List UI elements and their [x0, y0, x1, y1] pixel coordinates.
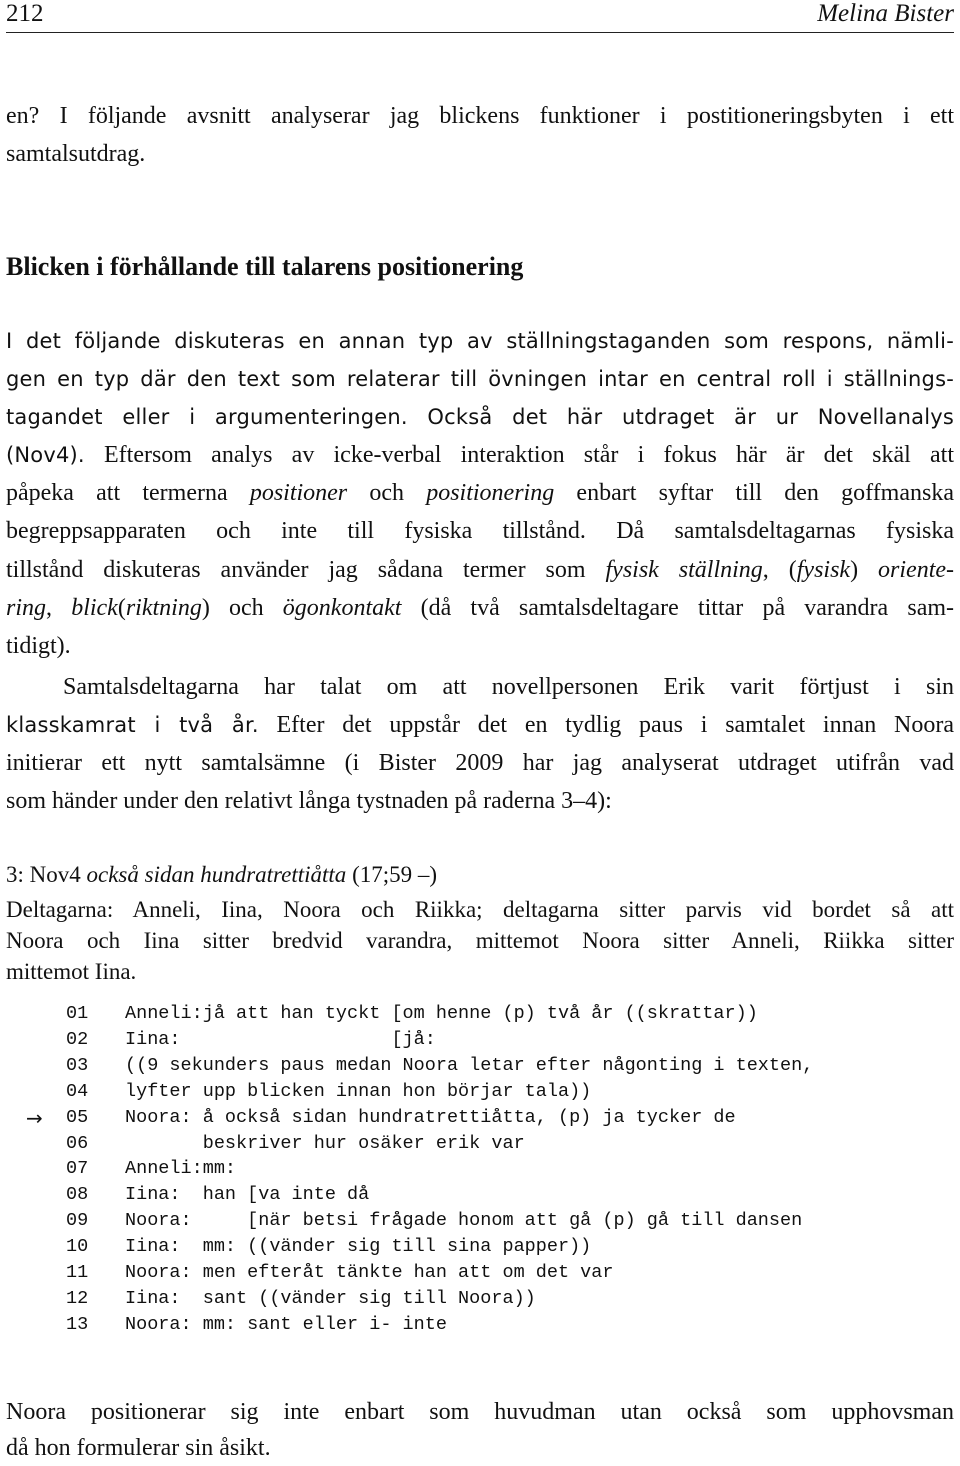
transcript-line: [0, 1029, 950, 1055]
line-number: 01: [66, 1003, 89, 1024]
text-span: tillstånd diskuteras använder jag sådana termer som: [6, 557, 606, 583]
utterance: Noora: [när betsi frågade honom att gå (p) gå till dansen: [125, 1210, 803, 1232]
utterance: Anneli:mm:: [125, 1158, 237, 1180]
running-author: Melina Bister: [817, 0, 954, 27]
text-span: 3: Nov4: [6, 862, 87, 887]
para1-line-4: [6, 436, 954, 475]
line-number: 08: [66, 1184, 89, 1206]
example-title: också sidan hundratrettiåtta: [86, 862, 347, 887]
section-heading: Blicken i förhållande till talarens positionering: [6, 252, 524, 281]
example-description-3: mittemot Iina.: [6, 959, 137, 984]
line-number: 04: [66, 1080, 89, 1102]
utterance: Anneli:jå att han tyckt [om henne (p) två år ((skrattar)): [125, 1003, 758, 1024]
intro-line-1: en? I följande avsnitt analyserar jag blickens funktioner i postitioneringsbyten i ett: [6, 103, 954, 129]
text-span: påpeka att termerna: [6, 480, 250, 506]
term-positioner: positioner: [249, 480, 348, 506]
term-orientering-a: oriente-: [878, 557, 955, 583]
example-description-2: Noora och Iina sitter bredvid varandra, mittemot Noora sitter Anneli, Riikka sitter: [6, 928, 954, 953]
term-blick: blick: [71, 595, 118, 621]
closing-line-1: Noora positionerar sig inte enbart som huvudman utan också som upphovsman: [6, 1399, 954, 1425]
utterance: Iina: han [va inte då: [125, 1184, 370, 1206]
para1-line-9: tidigt).: [6, 633, 71, 659]
text-span: ) och: [201, 595, 283, 621]
para1-line-5: [6, 474, 954, 513]
para2-line-3: initierar ett nytt samtalsämne (i Bister 2009 har jag analyserat utdraget utifrån vad: [6, 750, 954, 776]
text-span: (17;59 –): [346, 862, 438, 887]
arrow-right-icon: →: [26, 1105, 43, 1130]
transcript-line: [0, 1133, 950, 1159]
para2-line-2: [6, 706, 954, 745]
text-span: ): [850, 557, 879, 583]
nov4-ref: (Nov4).: [6, 443, 85, 467]
line-number: 05: [66, 1106, 89, 1128]
line-number: 12: [66, 1287, 89, 1309]
running-header: [6, 0, 954, 33]
text-span: Efter det uppstår det en tydlig paus i samtalet innan Noora: [258, 712, 954, 738]
text-span: (: [117, 595, 126, 621]
transcript-line: [0, 1081, 950, 1107]
transcript-line: [0, 1262, 950, 1288]
para1-line-6: [6, 512, 954, 551]
utterance: Iina: mm: ((vänder sig till sina papper)): [125, 1236, 592, 1258]
line-number: 10: [66, 1236, 89, 1258]
utterance: Noora: mm: sant eller i- inte: [125, 1313, 447, 1335]
text-span: (då två samtalsdeltagare tittar på varandra sam-: [401, 595, 955, 621]
line-number: 02: [66, 1028, 89, 1050]
utterance: Iina: [jå:: [125, 1028, 436, 1050]
utterance: Noora: men efteråt tänkte han att om det var: [125, 1262, 614, 1283]
transcript-line: [0, 1107, 950, 1133]
line-number: 06: [66, 1132, 89, 1154]
closing-line-2: då hon formulerar sin åsikt.: [6, 1435, 271, 1461]
transcript-line: [0, 1288, 950, 1314]
para1-line-7: [6, 551, 954, 590]
line-number: 09: [66, 1210, 89, 1232]
transcript-line: [0, 1210, 950, 1236]
utterance: Iina: sant ((vänder sig till Noora)): [125, 1287, 536, 1309]
para1-line-3: tagandet eller i argumenteringen. Också det här utdraget är ur Novellanalys: [6, 405, 954, 429]
utterance: Noora: å också sidan hundratrettiåtta, (p) ja tycker de: [125, 1106, 736, 1128]
utterance: beskriver hur osäker erik var: [125, 1132, 525, 1154]
term-fysisk: fysisk: [796, 557, 851, 583]
line-number: 13: [66, 1313, 89, 1335]
text-span: klasskamrat i två år.: [6, 713, 259, 737]
transcript-line: [0, 1003, 950, 1029]
term-orientering-b: ring: [6, 595, 47, 621]
para1-line-4-text: Eftersom analys av icke-verbal interaktion står i fokus här är det skäl att: [84, 442, 954, 468]
transcript-line: [0, 1314, 950, 1340]
transcript-line: [0, 1055, 950, 1081]
utterance: ((9 sekunders paus medan Noora letar efter någonting i texten,: [125, 1054, 814, 1076]
para2-line-4: som händer under den relativt långa tystnaden på raderna 3–4):: [6, 788, 612, 814]
example-label: [6, 859, 954, 891]
page-number: 212: [6, 0, 44, 27]
text-span: , (: [762, 557, 797, 583]
term-fysisk-stallning: fysisk ställning: [605, 557, 763, 583]
text-span: och: [347, 480, 427, 506]
transcript-line: [0, 1184, 950, 1210]
para1-line-8: [6, 589, 954, 628]
line-number: 03: [66, 1054, 89, 1076]
term-ogonkontakt: ögonkontakt: [282, 595, 402, 621]
text-span: enbart syftar till den goffmanska: [554, 480, 954, 506]
para2-line-1: Samtalsdeltagarna har talat om att novellpersonen Erik varit förtjust i sin: [63, 674, 954, 700]
para1-line-2: gen en typ där den text som relaterar till övningen intar en central roll i ställnings-: [6, 367, 954, 391]
text-span: begreppsapparaten och inte till fysiska tillstånd.: [6, 518, 586, 544]
para1-line-1: I det följande diskuteras en annan typ av ställningstaganden som respons, nämli-: [6, 329, 954, 353]
term-positionering: positionering: [426, 480, 555, 506]
example-description-1: Deltagarna: Anneli, Iina, Noora och Riikka; deltagarna sitter parvis vid bordet så att: [6, 897, 954, 922]
utterance: lyfter upp blicken innan hon börjar tala)): [125, 1080, 592, 1102]
term-riktning: riktning: [125, 595, 202, 621]
text-span: Då samtalsdeltagarnas fysiska: [585, 518, 954, 544]
text-span: ,: [46, 595, 72, 621]
line-number: 11: [66, 1262, 89, 1283]
transcript-line: [0, 1158, 950, 1184]
transcript-line: [0, 1236, 950, 1262]
intro-line-2: samtalsutdrag.: [6, 141, 146, 167]
line-number: 07: [66, 1158, 89, 1180]
